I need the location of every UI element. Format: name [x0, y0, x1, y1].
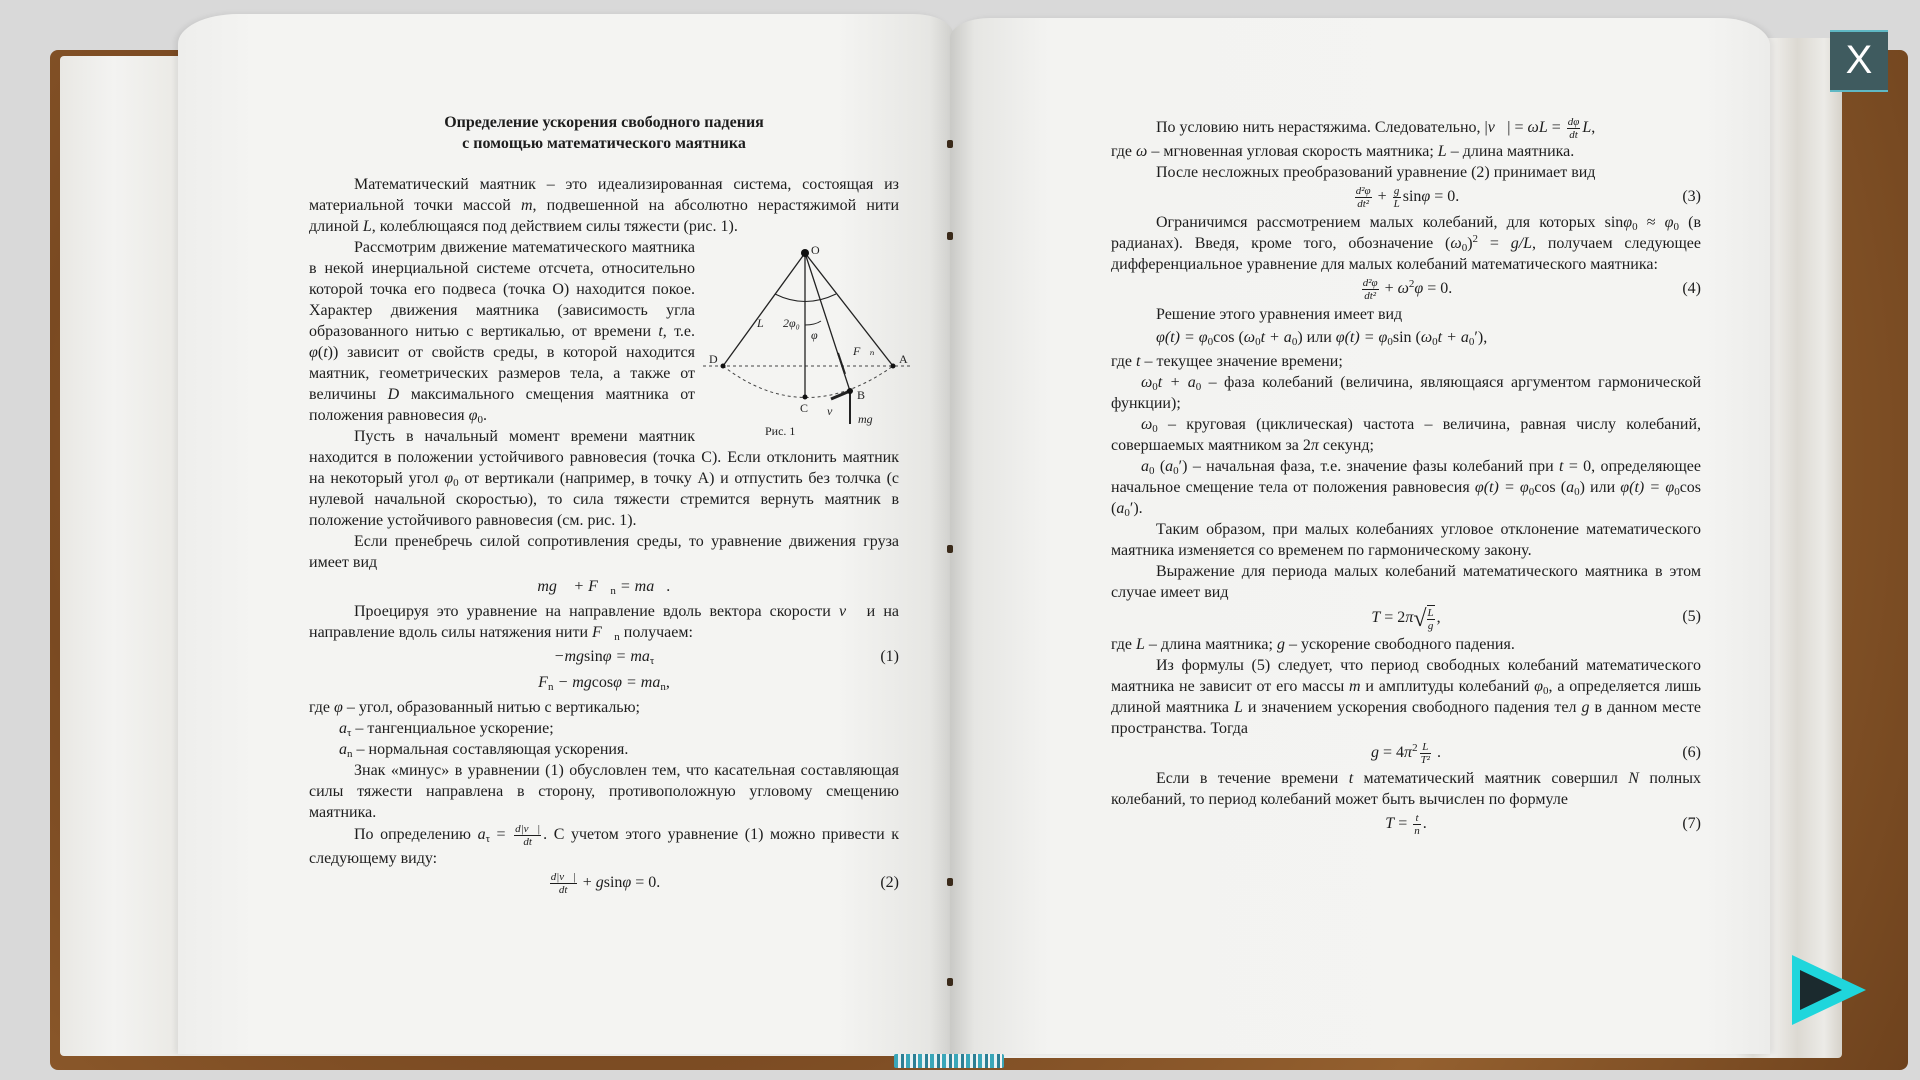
subscript: 0	[1152, 381, 1158, 393]
math-italic: v⃗	[838, 603, 859, 620]
math-italic: g	[1581, 699, 1590, 716]
paragraph	[1111, 456, 1701, 519]
paragraph	[309, 601, 899, 643]
math-italic: t + a	[1260, 329, 1292, 346]
math-italic: φ(t) = φ	[1620, 479, 1675, 496]
subscript: 0	[1387, 336, 1393, 348]
text-run: = 4	[1379, 744, 1405, 762]
label-2phi0: 2φ₀	[783, 316, 800, 330]
paragraph	[309, 760, 899, 823]
equation	[1111, 741, 1701, 766]
paragraph	[1111, 634, 1701, 655]
equation-number: (5)	[1682, 608, 1701, 625]
text-run: секунд;	[1318, 437, 1374, 454]
superscript: 2	[1408, 278, 1415, 291]
equation-number: (4)	[1682, 280, 1701, 297]
numerator: g	[1393, 185, 1400, 197]
math-italic: v⃗	[1487, 119, 1508, 137]
equation	[1111, 327, 1701, 349]
label-v: v⃗	[827, 404, 842, 418]
equation	[309, 671, 899, 695]
subscript: 0	[477, 414, 483, 426]
subscript: 0	[1255, 336, 1261, 348]
paragraph	[309, 531, 899, 573]
paragraph	[309, 697, 899, 718]
subscript: 0	[1528, 486, 1535, 498]
text-run: Решение этого уравнения имеет вид	[1156, 306, 1403, 323]
text-run: где	[1111, 353, 1137, 370]
text-run: Ограничимся рассмотрением малых колебаний, для которых sin	[1156, 214, 1624, 231]
text-run: – текущее значение времени;	[1140, 353, 1343, 370]
math-italic: t	[1348, 770, 1354, 787]
fraction	[514, 823, 541, 848]
paragraph	[1111, 212, 1701, 275]
numerator: d|v⃗|	[515, 823, 541, 835]
paragraph	[1111, 561, 1701, 603]
text-run: – длина маятника;	[1144, 636, 1277, 653]
text-run: где	[1111, 636, 1137, 653]
play-arrow-icon	[1792, 955, 1866, 1025]
superscript: 2	[1472, 233, 1479, 245]
math-italic: ωL	[1527, 119, 1548, 137]
text-run: Математический маятник – это идеализированная система, состоящая из материальной точки массой	[309, 176, 899, 214]
text-run: ,	[1436, 609, 1441, 627]
paragraph	[309, 739, 899, 760]
denominator: dt	[1569, 129, 1578, 141]
denominator: T²	[1420, 754, 1430, 766]
text-run: ,	[1591, 119, 1596, 137]
text-run: (в радианах). Введя, кроме того, обозначение (	[1111, 214, 1702, 252]
math-italic: φ	[468, 407, 478, 424]
math-italic: N	[1628, 770, 1639, 787]
text-run: +	[1380, 280, 1398, 298]
text-run: Проецируя это уравнение на направление вдоль вектора скорости	[354, 603, 839, 620]
text-run: – длина маятника.	[1446, 143, 1575, 160]
fraction	[1420, 741, 1431, 766]
math-italic: L	[362, 218, 372, 235]
text-run: = 0, определяющее начальное смещение тела от положения равновесия	[1111, 458, 1702, 496]
text-run: )) зависит от свойств среды, в которой находится маятник, геометрических размеров тела, а также от величины	[309, 344, 695, 403]
fraction	[1393, 185, 1401, 210]
text-run: (	[317, 344, 324, 361]
text-run: – круговая (циклическая) частота – величина, равная числу колебаний, совершаемых маятником за 2	[1111, 416, 1701, 454]
subscript: n	[347, 748, 353, 760]
subscript: 0	[1673, 221, 1680, 233]
left-page-text	[309, 112, 908, 898]
numerator: L	[1427, 607, 1434, 619]
denominator: dt²	[1357, 198, 1370, 210]
subscript: 0	[1432, 336, 1438, 348]
label-l: L	[757, 316, 764, 330]
right-page-body	[1111, 116, 1701, 837]
paragraph	[1111, 519, 1701, 561]
subscript: τ	[649, 655, 655, 667]
equation-number: (3)	[1682, 188, 1701, 205]
math-italic: L	[1582, 119, 1592, 137]
math-italic: L	[1437, 143, 1447, 160]
title-line: с помощью математического маятника	[462, 135, 746, 152]
swing-arc	[723, 366, 893, 398]
text-run: = 0.	[1423, 280, 1453, 298]
math-italic: t	[323, 344, 328, 361]
math-italic: φ	[1664, 214, 1674, 231]
equation	[1111, 812, 1701, 837]
equation-number: (2)	[880, 874, 899, 891]
tension-vector	[838, 353, 845, 374]
math-italic: D	[387, 386, 400, 403]
text-run: ′).	[1129, 500, 1143, 517]
numerator: t	[1413, 812, 1421, 825]
binding-mark	[947, 232, 953, 240]
math-italic: ω	[1141, 416, 1153, 433]
math-italic: φ = ma	[613, 674, 661, 691]
subscript: 0	[1543, 685, 1549, 697]
math-italic: a	[477, 826, 486, 844]
math-italic: a	[1566, 479, 1575, 496]
subscript: 0	[453, 477, 459, 489]
math-italic: ω	[1450, 235, 1462, 252]
math-italic: φ	[1414, 280, 1424, 298]
text-run: полных колебаний, то период колебаний может быть вычислен по формуле	[1111, 770, 1701, 808]
paragraph	[1111, 768, 1701, 810]
text-run: – ускорение свободного падения.	[1284, 636, 1515, 653]
numerator: d²φ	[1355, 185, 1371, 197]
equation	[1111, 605, 1701, 632]
subscript: 0	[1149, 465, 1155, 477]
text-run: ) или	[1297, 329, 1336, 346]
math-italic: φ	[1421, 188, 1431, 206]
math-italic: ω	[1397, 280, 1409, 298]
math-italic: φ	[309, 344, 318, 361]
math-italic: φ	[444, 470, 454, 487]
math-italic: g	[1371, 744, 1380, 762]
math-italic: φ	[1623, 214, 1633, 231]
text-run: ≈	[1637, 214, 1665, 231]
close-icon: X	[1845, 38, 1873, 82]
text-run: где	[309, 699, 335, 716]
text-run: ,	[665, 674, 670, 691]
math-italic: t	[658, 323, 663, 340]
text-run: cos	[591, 674, 614, 691]
denominator: dt	[523, 836, 532, 848]
math-italic: φ(t) = φ	[1474, 479, 1529, 496]
text-run: .	[482, 407, 487, 424]
text-run: По условию нить нерастяжима. Следовательно, |	[1156, 119, 1488, 137]
text-run: максимального смещения маятника от положения равновесия	[309, 386, 695, 424]
superscript: 2	[1412, 742, 1418, 755]
equation	[1111, 185, 1701, 210]
binding-mark	[947, 978, 953, 986]
label-fn: F⃗ₙ	[853, 344, 875, 358]
text-run: Знак «минус» в уравнении (1) обусловлен тем, что касательная составляющая силы тяжести направлена в сторону, противоположную угловому смещению маятника.	[309, 762, 899, 821]
math-italic: t + a	[1437, 329, 1469, 346]
subscript: 0	[1124, 507, 1130, 519]
math-italic: φ	[1534, 678, 1544, 695]
right-page-text	[1111, 116, 1701, 839]
equation-number: (6)	[1682, 744, 1701, 761]
text-run: cos (	[1111, 479, 1702, 517]
subscript: τ	[485, 833, 490, 846]
bookmark-ribbons	[894, 1054, 1004, 1068]
text-run: , а определяется лишь длиной маятника	[1111, 678, 1702, 716]
math-italic: ω	[1243, 329, 1256, 346]
math-italic: F⃗	[592, 624, 615, 641]
label-d: D	[709, 352, 718, 366]
denominator: g	[1427, 620, 1434, 632]
text-run: =	[1547, 119, 1565, 137]
text-run: , подвешенной на абсолютно нерастяжимой нити длиной	[309, 197, 900, 235]
fraction	[1413, 812, 1421, 837]
equation	[309, 871, 899, 896]
math-italic: π	[1310, 437, 1319, 454]
label-mg: mg⃗	[858, 412, 882, 426]
text-run: математический маятник совершил	[1353, 770, 1629, 787]
math-italic: t	[1559, 458, 1564, 475]
text-run: Из формулы (5) следует, что период свободных колебаний математического маятника не зависит от его массы	[1111, 657, 1701, 695]
text-run: =	[489, 826, 513, 844]
math-italic: mg⃗ + F⃗	[537, 578, 611, 595]
label-b: B	[857, 388, 866, 402]
text-run: где	[1111, 143, 1137, 160]
text-run: ′),	[1474, 329, 1488, 346]
close-button[interactable]	[1830, 30, 1888, 92]
math-italic: φ	[622, 874, 632, 892]
numerator: L	[1420, 741, 1431, 754]
math-italic: ω	[1420, 329, 1433, 346]
subscript: 0	[1152, 423, 1158, 435]
math-italic: g	[1276, 636, 1285, 653]
text-run: sin	[1402, 188, 1422, 206]
paragraph	[1111, 351, 1701, 372]
math-italic: φ = ma	[602, 648, 650, 665]
text-run: , получаем следующее дифференциальное уравнение для малых колебаний математического маятника:	[1111, 235, 1702, 273]
math-italic: t	[1136, 353, 1141, 370]
math-italic: m	[520, 197, 533, 214]
equation-number: (7)	[1682, 815, 1701, 832]
denominator: L	[1393, 198, 1400, 210]
math-italic: a	[1141, 458, 1149, 475]
text-run: получаем:	[619, 624, 693, 641]
math-italic: T	[1371, 609, 1381, 627]
text-run: По определению	[354, 826, 478, 844]
text-run: в данном месте пространства. Тогда	[1111, 699, 1701, 737]
math-italic: ω	[1136, 143, 1148, 160]
text-run: , т.е.	[662, 323, 696, 340]
text-run: Таким образом, при малых колебаниях угловое отклонение математического маятника изменяется со временем по гармоническому закону.	[1111, 521, 1701, 559]
math-italic: L	[1234, 699, 1243, 716]
math-italic: T	[1385, 815, 1395, 833]
subscript: n	[614, 631, 620, 643]
pendulum-figure	[703, 239, 915, 439]
figure-caption: Рис. 1	[765, 424, 796, 438]
subscript: 0	[1461, 242, 1468, 254]
math-italic: m	[1349, 678, 1361, 695]
text-run: – угол, образованный нитью с вертикалью;	[342, 699, 640, 716]
paragraph	[1111, 116, 1701, 141]
text-run: .	[1422, 815, 1427, 833]
text-run: и амплитуды колебаний	[1360, 678, 1535, 695]
math-italic: a	[1116, 500, 1125, 517]
math-italic: φ(t) = φ	[1156, 329, 1208, 346]
text-run: – мгновенная угловая скорость маятника;	[1147, 143, 1438, 160]
text-run: Выражение для периода малых колебаний математического маятника в этом случае имеет вид	[1111, 563, 1701, 601]
text-run: = 0.	[1430, 188, 1460, 206]
binding-mark	[947, 140, 953, 148]
equation-number: (1)	[880, 648, 899, 665]
binding-mark	[947, 878, 953, 886]
label-a: A	[899, 352, 908, 366]
title-line: Определение ускорения свободного падения	[444, 114, 764, 131]
subscript: n	[660, 681, 666, 693]
text-run: sin	[603, 874, 623, 892]
numerator: d|v⃗|	[550, 871, 576, 883]
text-run: sin (	[1392, 329, 1421, 346]
text-run: .	[1432, 744, 1441, 762]
text-run: Рассмотрим движение математического маятника в некой инерциальной системе отсчета, относительно которой точка его подвеса (точка О) находится покое. Характер движения маятника (зависимость угла образованного нитью с вертикалью, от времени	[309, 239, 695, 340]
denominator: n	[1414, 825, 1420, 837]
fraction	[1567, 116, 1581, 141]
equation	[309, 575, 899, 599]
string-oa	[805, 253, 893, 366]
numerator: dφ	[1567, 116, 1580, 128]
math-italic: a	[339, 741, 347, 758]
binding-mark	[947, 545, 953, 553]
paragraph	[1111, 162, 1701, 183]
text-run: )	[1467, 235, 1473, 252]
text-run: = 2	[1380, 609, 1406, 627]
paragraph	[1111, 655, 1701, 739]
subscript: τ	[347, 727, 352, 739]
pivot-point	[801, 249, 809, 257]
paragraph	[309, 174, 899, 237]
subscript: n	[610, 585, 616, 597]
subscript: 0	[1195, 381, 1202, 393]
text-run: и значением ускорения свободного падения тел	[1242, 699, 1582, 716]
paragraph	[1111, 414, 1701, 456]
label-o: O	[811, 243, 820, 257]
text-run: – фаза колебаний (величина, являющаяся аргументом гармонической функции);	[1111, 374, 1702, 412]
text-run: Если пренебречь силой сопротивления среды, то уравнение движения груза имеет вид	[309, 533, 899, 571]
text-run: ′) – начальная фаза, т.е. значение фазы колебаний при	[1178, 458, 1560, 475]
subscript: 0	[1207, 336, 1214, 348]
subscript: 0	[1674, 486, 1680, 498]
text-run: sin	[584, 648, 603, 665]
subscript: n	[547, 681, 554, 693]
radical-sign: √	[1413, 605, 1427, 632]
paragraph	[1111, 304, 1701, 325]
text-run: = 0.	[631, 874, 661, 892]
text-run: Если в течение времени	[1156, 770, 1349, 787]
text-run: +	[578, 874, 596, 892]
math-italic: − mg	[553, 674, 592, 691]
text-run: =	[1478, 235, 1511, 252]
subscript: 0	[1291, 336, 1298, 348]
left-page-body	[309, 174, 908, 896]
subscript: 0	[1173, 465, 1179, 477]
text-run: – тангенциальное ускорение;	[351, 720, 554, 737]
paragraph	[309, 718, 899, 739]
text-run: =	[1394, 815, 1412, 833]
text-run: cos (	[1213, 329, 1244, 346]
next-page-button[interactable]	[1790, 950, 1870, 1030]
math-italic: g	[595, 874, 604, 892]
text-run: . С учетом этого уравнение (1) можно привести к следующему виду:	[309, 826, 900, 867]
text-run: от вертикали (например, в точку А) и отпустить без толчка (с нулевой начальной скоростью), то сила тяжести стремится вернуть маятник в положение устойчивого равновесия (см. рис. 1).	[309, 470, 900, 529]
math-italic: π	[1404, 744, 1413, 762]
square-root	[1413, 605, 1436, 632]
text-run: ) или	[1579, 479, 1621, 496]
text-run: +	[1373, 188, 1391, 206]
math-italic: φ	[334, 699, 343, 716]
velocity-vector	[831, 391, 850, 399]
math-italic: a	[339, 720, 347, 737]
text-run: cos (	[1534, 479, 1567, 496]
paragraph	[309, 823, 899, 869]
text-run: – нормальная составляющая ускорения.	[352, 741, 629, 758]
math-italic: ω	[1141, 374, 1153, 391]
math-italic: L	[1136, 636, 1145, 653]
math-italic: F	[538, 674, 548, 691]
paragraph	[1111, 141, 1701, 162]
text-run: Пусть в начальный момент времени маятник находится в положении устойчивого равновесия (точка С). Если отклонить маятник на некоторый угол	[309, 428, 899, 487]
numerator: d²φ	[1362, 277, 1378, 289]
angle-arc-phi	[805, 321, 821, 325]
text-run: , колеблющаяся под действием силы тяжести (рис. 1).	[371, 218, 738, 235]
denominator: dt	[558, 884, 568, 896]
fraction	[550, 871, 577, 896]
text-run: | =	[1507, 119, 1528, 137]
fraction	[1427, 605, 1435, 632]
label-phi: φ	[811, 328, 818, 342]
label-c: C	[800, 401, 809, 415]
math-italic: π	[1405, 609, 1414, 627]
text-run: (	[1154, 458, 1166, 475]
math-italic: −mg	[553, 648, 585, 665]
math-italic: φ(t) = φ	[1335, 329, 1388, 346]
text-run: После несложных преобразований уравнение (2) принимает вид	[1156, 164, 1596, 181]
text-run: и на направление вдоль силы натяжения нити	[309, 603, 899, 641]
math-italic: = ma⃗.	[615, 578, 671, 595]
equation	[1111, 277, 1701, 302]
paragraph	[1111, 372, 1701, 414]
subscript: 0	[1468, 336, 1475, 348]
fraction	[1362, 277, 1379, 302]
string-od	[723, 253, 805, 366]
math-italic: t + a	[1157, 374, 1196, 391]
paragraph	[309, 426, 899, 531]
equation	[309, 645, 899, 669]
math-italic: a	[1165, 458, 1174, 475]
denominator: dt²	[1364, 290, 1377, 302]
math-italic: g/L	[1510, 235, 1533, 252]
bob	[847, 388, 853, 394]
subscript: 0	[1632, 221, 1638, 233]
fraction	[1355, 185, 1372, 210]
subscript: 0	[1574, 486, 1580, 498]
page-title	[309, 112, 899, 154]
